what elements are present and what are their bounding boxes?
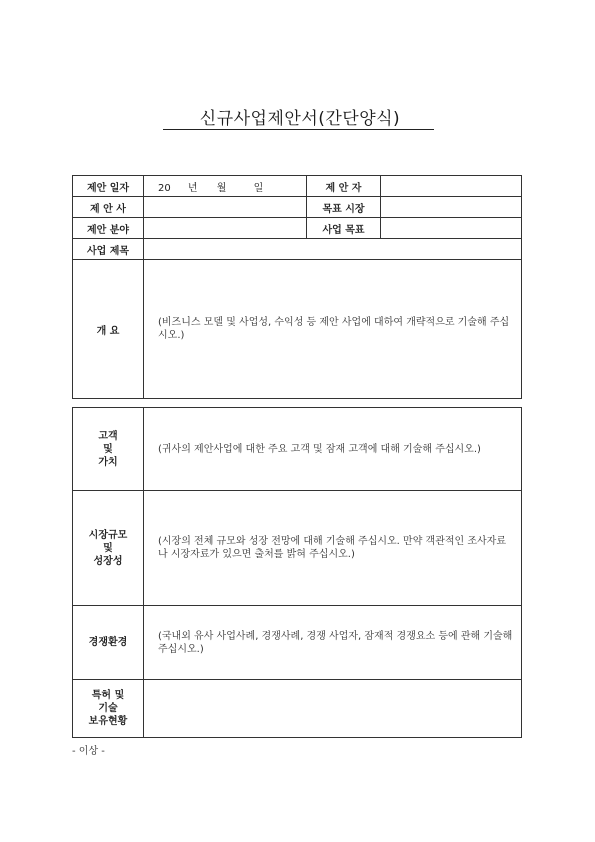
table-row <box>73 239 522 260</box>
competition-label: 경쟁환경 <box>73 606 144 680</box>
date-year: 20 <box>158 182 171 194</box>
proposer-field[interactable] <box>381 176 522 197</box>
target-market-label: 목표 시장 <box>307 197 381 218</box>
patent-label-line-3: 보유현황 <box>88 716 128 727</box>
table-row <box>73 218 522 239</box>
date-month-unit: 월 <box>216 182 227 194</box>
market-label-line-2: 및 <box>103 542 113 554</box>
customer-field[interactable]: (귀사의 제안사업에 대한 주요 고객 및 잠재 고객에 대해 기술해 주십시오.) <box>144 408 522 491</box>
table-row <box>73 408 522 491</box>
market-field[interactable]: (시장의 전체 규모와 성장 전망에 대해 기술해 주십시오. 만약 객관적인 조사자료나 시장자료가 있으면 출처를 밝혀 주십시오.) <box>144 491 522 606</box>
document-footer: - 이상 - <box>72 746 105 757</box>
table-row <box>73 491 522 606</box>
document-title: 신규사업제안서(간단양식) <box>199 109 401 129</box>
table-row <box>73 197 522 218</box>
patent-label <box>73 680 144 738</box>
business-goal-field[interactable] <box>381 218 522 239</box>
overview-field[interactable]: (비즈니스 모델 및 사업성, 수익성 등 제안 사업에 대하여 개략적으로 기술해 주십시오.) <box>144 260 522 399</box>
title-underline <box>163 129 434 130</box>
table-row <box>73 680 522 738</box>
customer-label-line-2: 및 <box>103 443 113 455</box>
field-field[interactable] <box>144 218 307 239</box>
table-row <box>73 606 522 680</box>
field-label: 제안 분야 <box>73 218 144 239</box>
market-label <box>73 491 144 606</box>
overview-label: 개 요 <box>73 260 144 399</box>
business-title-label: 사업 제목 <box>73 239 144 260</box>
customer-label-line-3: 가치 <box>98 456 118 468</box>
company-label: 제 안 사 <box>73 197 144 218</box>
market-label-line-3: 성장성 <box>93 555 123 567</box>
patent-label-line-1: 특허 및 <box>91 690 125 701</box>
date-field[interactable] <box>144 176 307 197</box>
proposal-info-table <box>72 175 522 399</box>
date-day-unit: 일 <box>253 182 264 194</box>
competition-field[interactable]: (국내외 유사 사업사례, 경쟁사례, 경쟁 사업자, 잠재적 경쟁요소 등에 관해 기술해 주십시오.) <box>144 606 522 680</box>
market-label-line-1: 시장규모 <box>88 529 128 541</box>
table-row <box>73 176 522 197</box>
table-row <box>73 260 522 399</box>
target-market-field[interactable] <box>381 197 522 218</box>
patent-field[interactable] <box>144 680 522 738</box>
customer-label <box>73 408 144 491</box>
proposal-detail-table <box>72 407 522 738</box>
date-year-unit: 년 <box>187 182 198 194</box>
customer-label-line-1: 고객 <box>98 430 118 442</box>
business-title-field[interactable] <box>144 239 522 260</box>
proposer-label: 제 안 자 <box>307 176 381 197</box>
business-goal-label: 사업 목표 <box>307 218 381 239</box>
patent-label-line-2: 기술 <box>98 703 118 714</box>
company-field[interactable] <box>144 197 307 218</box>
date-label: 제안 일자 <box>73 176 144 197</box>
